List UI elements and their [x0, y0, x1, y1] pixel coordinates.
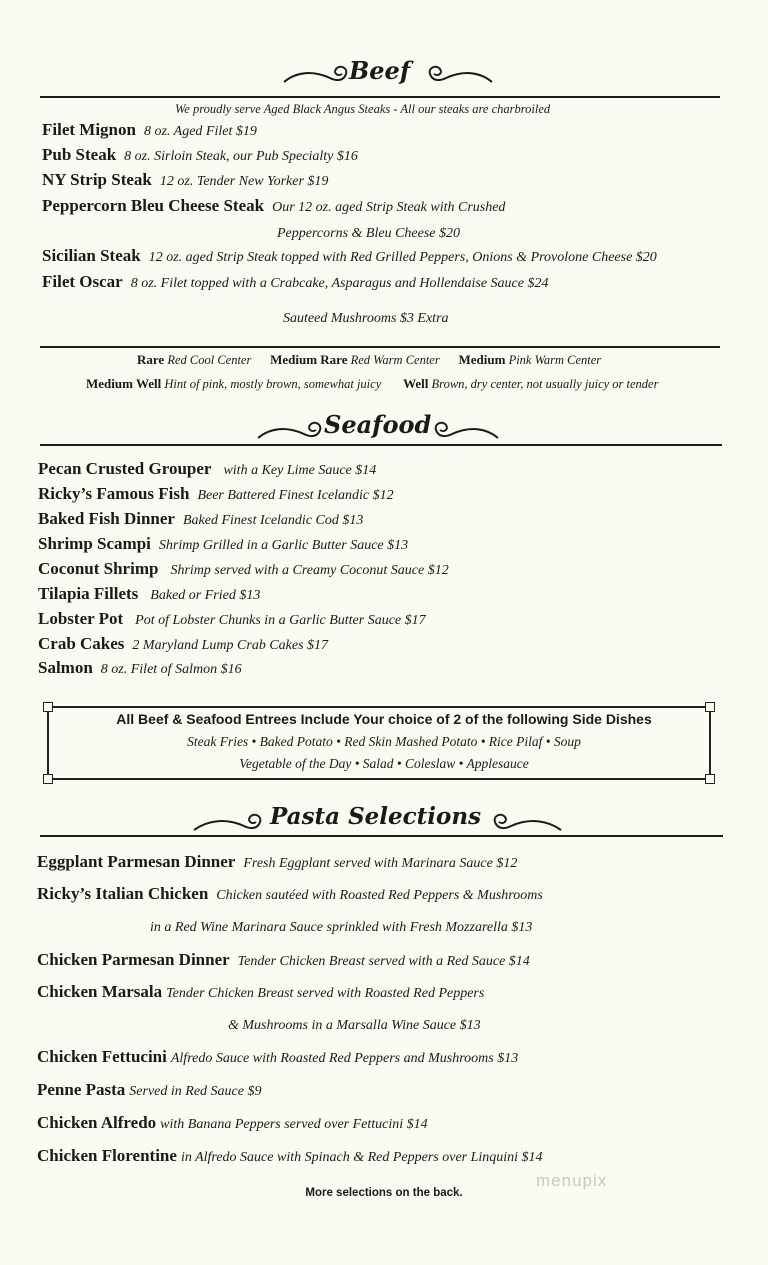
item-desc: 8 oz. Filet topped with a Crabcake, Asparagus and Hollendaise Sauce $24: [130, 276, 549, 291]
item-name: Tilapia Fillets: [38, 584, 139, 603]
item-name: Crab Cakes: [38, 634, 125, 653]
menu-item: [37, 982, 484, 1002]
doneness-desc: Red Warm Center: [350, 353, 440, 367]
doneness-row-1: [137, 352, 601, 368]
beef-left-flourish-icon: [282, 60, 352, 92]
item-name: Chicken Alfredo: [37, 1113, 157, 1132]
seafood-right-flourish-icon: [430, 414, 500, 446]
item-desc: 8 oz. Aged Filet $19: [143, 124, 257, 139]
beef-subtitle: We proudly serve Aged Black Angus Steaks - All our steaks are charbroiled: [175, 102, 551, 116]
pasta-left-flourish-icon: [192, 808, 267, 838]
item-name: Sicilian Steak: [42, 246, 141, 265]
menu-item: [42, 272, 548, 292]
menu-item: [38, 609, 426, 629]
item-desc: Baked or Fried $13: [150, 588, 261, 603]
menu-item: [38, 459, 376, 479]
item-desc: with a Key Lime Sauce $14: [223, 463, 377, 478]
item-name: Ricky’s Famous Fish: [38, 484, 190, 503]
item-name: NY Strip Steak: [42, 170, 152, 189]
item-desc: Our 12 oz. aged Strip Steak with Crushed: [272, 200, 506, 215]
item-desc-continued: & Mushrooms in a Marsalla Wine Sauce $13: [228, 1018, 481, 1033]
beef-right-flourish-icon: [424, 60, 494, 92]
seafood-left-flourish-icon: [256, 414, 326, 446]
doneness-desc: Brown, dry center, not usually juicy or tender: [431, 377, 659, 391]
sides-line-2: Vegetable of the Day • Salad • Coleslaw • Applesauce: [239, 756, 529, 771]
item-desc: Shrimp served with a Creamy Coconut Sauce $12: [170, 563, 449, 578]
doneness-label: Well: [403, 376, 429, 391]
doneness-label: Medium: [458, 352, 506, 367]
menu-item: [42, 170, 328, 190]
menu-item: [38, 534, 408, 554]
doneness-desc: Red Cool Center: [167, 353, 252, 367]
pasta-right-flourish-icon: [488, 808, 563, 838]
seafood-rule: [40, 444, 722, 446]
beef-extra: Sauteed Mushrooms $3 Extra: [283, 311, 449, 326]
item-name: Filet Oscar: [42, 272, 123, 291]
item-desc: Fresh Eggplant served with Marinara Sauce $12: [243, 856, 518, 871]
menu-item: [37, 1113, 428, 1133]
menu-item: [38, 559, 449, 579]
item-desc: 8 oz. Sirloin Steak, our Pub Specialty $16: [124, 149, 358, 164]
doneness-desc: Hint of pink, mostly brown, somewhat juicy: [164, 377, 382, 391]
menu-item: [38, 584, 260, 604]
beef-title: Beef: [349, 56, 411, 85]
menu-item: [37, 1080, 261, 1100]
item-desc: 12 oz. aged Strip Steak topped with Red Grilled Peppers, Onions & Provolone Cheese $20: [148, 250, 657, 265]
menu-item: [42, 120, 257, 140]
doneness-row-2: [86, 376, 658, 392]
menu-item: [37, 852, 517, 872]
doneness-label: Rare: [137, 352, 165, 367]
menu-item: [42, 196, 505, 216]
footer-note: More selections on the back.: [305, 1187, 463, 1199]
watermark: menupix: [536, 1171, 608, 1190]
menu-item: [42, 246, 657, 266]
item-desc-continued: in a Red Wine Marinara Sauce sprinkled with Fresh Mozzarella $13: [150, 920, 533, 935]
menu-item: [38, 509, 363, 529]
beef-rule: [40, 96, 720, 98]
item-desc: Served in Red Sauce $9: [129, 1084, 262, 1099]
doneness-desc: Pink Warm Center: [508, 353, 602, 367]
item-name: Pecan Crusted Grouper: [38, 459, 212, 478]
pasta-rule: [40, 835, 723, 837]
item-desc: Baked Finest Icelandic Cod $13: [182, 513, 364, 528]
menu-item: [37, 884, 543, 904]
menu-item: [38, 484, 394, 504]
item-desc: 8 oz. Filet of Salmon $16: [100, 662, 242, 677]
item-desc: Alfredo Sauce with Roasted Red Peppers and Mushrooms $13: [170, 1051, 519, 1066]
sides-heading: All Beef & Seafood Entrees Include Your choice of 2 of the following Side Dishes: [116, 711, 652, 727]
item-desc: Shrimp Grilled in a Garlic Butter Sauce $13: [158, 538, 409, 553]
menu-item: [37, 950, 530, 970]
menu-item: [38, 658, 242, 678]
doneness-label: Medium Well: [86, 376, 162, 391]
item-name: Shrimp Scampi: [38, 534, 151, 553]
menu-item: [37, 1146, 543, 1166]
menu-item: [38, 634, 328, 654]
item-name: Pub Steak: [42, 145, 117, 164]
doneness-rule: [40, 346, 720, 348]
item-desc: Pot of Lobster Chunks in a Garlic Butter Sauce $17: [135, 613, 426, 628]
item-name: Lobster Pot: [38, 609, 124, 628]
item-name: Salmon: [38, 658, 93, 677]
item-name: Chicken Fettucini: [37, 1047, 167, 1066]
item-name: Chicken Florentine: [37, 1146, 177, 1165]
box-corner: [43, 774, 53, 784]
item-desc: Beer Battered Finest Icelandic $12: [197, 488, 394, 503]
sides-line-1: Steak Fries • Baked Potato • Red Skin Mashed Potato • Rice Pilaf • Soup: [187, 734, 581, 749]
pasta-title: Pasta Selections: [270, 803, 482, 830]
seafood-title: Seafood: [324, 410, 432, 439]
item-name: Eggplant Parmesan Dinner: [37, 852, 236, 871]
menu-item: [42, 145, 358, 165]
item-desc: 12 oz. Tender New Yorker $19: [159, 174, 329, 189]
item-desc-continued: Peppercorns & Bleu Cheese $20: [277, 226, 460, 241]
item-name: Ricky’s Italian Chicken: [37, 884, 209, 903]
doneness-label: Medium Rare: [270, 352, 348, 367]
item-desc: with Banana Peppers served over Fettucini $14: [160, 1117, 428, 1132]
item-name: Penne Pasta: [37, 1080, 126, 1099]
item-desc: in Alfredo Sauce with Spinach & Red Peppers over Linquini $14: [180, 1150, 543, 1165]
item-name: Coconut Shrimp: [38, 559, 159, 578]
item-desc: Tender Chicken Breast served with Roasted Red Peppers: [166, 986, 485, 1001]
item-name: Chicken Marsala: [37, 982, 163, 1001]
item-desc: Tender Chicken Breast served with a Red Sauce $14: [237, 954, 530, 969]
item-name: Baked Fish Dinner: [38, 509, 175, 528]
item-desc: 2 Maryland Lump Crab Cakes $17: [132, 638, 329, 653]
item-name: Chicken Parmesan Dinner: [37, 950, 230, 969]
item-desc: Chicken sautéed with Roasted Red Peppers & Mushrooms: [216, 888, 543, 903]
item-name: Filet Mignon: [42, 120, 136, 139]
item-name: Peppercorn Bleu Cheese Steak: [42, 196, 265, 215]
box-corner: [705, 774, 715, 784]
menu-item: [37, 1047, 518, 1067]
